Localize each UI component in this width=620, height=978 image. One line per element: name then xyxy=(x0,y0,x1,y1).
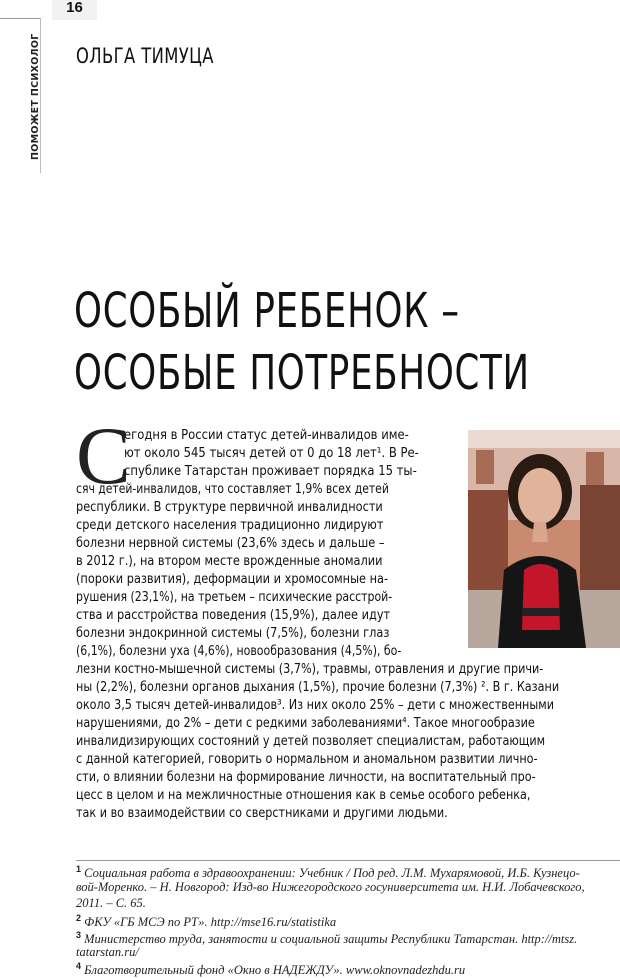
body-line: егодня в России статус детей-инвалидов име- xyxy=(124,428,409,443)
body-line: инвалидизирующих состояний у детей позволяет специалистам, работающим xyxy=(76,734,546,749)
body-line: (пороки развития), деформации и хромосомные на- xyxy=(76,572,389,587)
author-photo xyxy=(468,430,620,648)
body-line: (6,1%), болезни уха (4,6%), новообразования (4,5%), бо- xyxy=(76,644,402,659)
footnote-continuation: 2011. – С. 65. xyxy=(76,896,146,910)
footnote-text: Министерство труда, занятости и социальной защиты Республики Татарстан. http://mtsz. xyxy=(84,932,578,947)
section-label: ПОМОЖЕТ ПСИХОЛОГ xyxy=(30,33,41,160)
footnote-number: 3 xyxy=(76,930,82,940)
footnote-text: ФКУ «ГБ МСЭ по РТ». http://mse16.ru/statistika xyxy=(84,915,337,930)
body-line: рушения (23,1%), на третьем – психические расстрой- xyxy=(76,590,393,605)
body-line: ны (2,2%), болезни органов дыхания (1,5%), прочие болезни (7,3%) ². В г. Казани xyxy=(76,680,560,695)
body-line: сяч детей-инвалидов, что составляет 1,9% всех детей xyxy=(76,482,389,497)
body-line: нарушениями, до 2% – дети с редкими заболеваниями⁴. Такое многообразие xyxy=(76,716,535,731)
body-line: цесс в целом и на межличностные отношения как в семье особого ребенка, xyxy=(76,788,531,803)
drop-cap: С xyxy=(76,410,131,501)
footnote-continuation: tatarstan.ru/ xyxy=(76,945,139,959)
footnote xyxy=(76,864,580,881)
title-line: ОСОБЫЙ РЕБЕНОК – xyxy=(74,283,460,339)
body-line: около 3,5 тысяч детей-инвалидов³. Из них около 25% – дети с множественными xyxy=(76,698,554,713)
title-line: ОСОБЫЕ ПОТРЕБНОСТИ xyxy=(74,345,530,401)
footnote-number: 4 xyxy=(76,961,82,971)
footnote xyxy=(76,930,577,947)
footnote-number: 1 xyxy=(76,864,82,874)
body-line: сти, о влиянии болезни на формирование личности, на воспитательный про- xyxy=(76,770,536,785)
body-line: республики. В структуре первичной инвалидности xyxy=(76,500,383,515)
footnote-continuation: вой-Моренко. – Н. Новгород: Изд-во Нижегородского госуниверситета им. Н.И. Лобачевского, xyxy=(76,880,585,894)
footnote-rule xyxy=(76,860,620,861)
page-number: 16 xyxy=(52,0,97,20)
body-line: болезни эндокринной системы (7,5%), болезни глаз xyxy=(76,626,390,641)
body-line: ства и расстройства поведения (15,9%), далее идут xyxy=(76,608,391,623)
header-rule xyxy=(0,18,40,19)
article-title xyxy=(74,280,530,404)
body-line: ют около 545 тысяч детей от 0 до 18 лет¹. В Ре- xyxy=(124,446,419,461)
body-line: болезни нервной системы (23,6% здесь и дальше – xyxy=(76,536,385,551)
body-line: лезни костно-мышечной системы (3,7%), травмы, отравления и другие причи- xyxy=(76,662,544,677)
body-line: с данной категорией, говорить о нормальном и аномальном развитии лично- xyxy=(76,752,538,767)
body-line: среди детского населения традиционно лидируют xyxy=(76,518,384,533)
body-line: в 2012 г.), на втором месте врожденные аномалии xyxy=(76,554,383,569)
footnote xyxy=(76,913,336,930)
body-line: спублике Татарстан проживает порядка 15 ты- xyxy=(124,464,417,479)
footnote-text: Социальная работа в здравоохранении: Учебник / Под ред. Л.М. Мухарямовой, И.Б. Кузнецо- xyxy=(84,866,580,881)
footnote-text: Благотворительный фонд «Окно в НАДЕЖДУ». www.oknovnadezhdu.ru xyxy=(84,963,466,978)
footnote-number: 2 xyxy=(76,913,82,923)
body-line: так и во взаимодействии со сверстниками и другими людьми. xyxy=(76,806,448,821)
author-name: ОЛЬГА ТИМУЦА xyxy=(76,44,214,68)
footnote xyxy=(76,961,465,978)
